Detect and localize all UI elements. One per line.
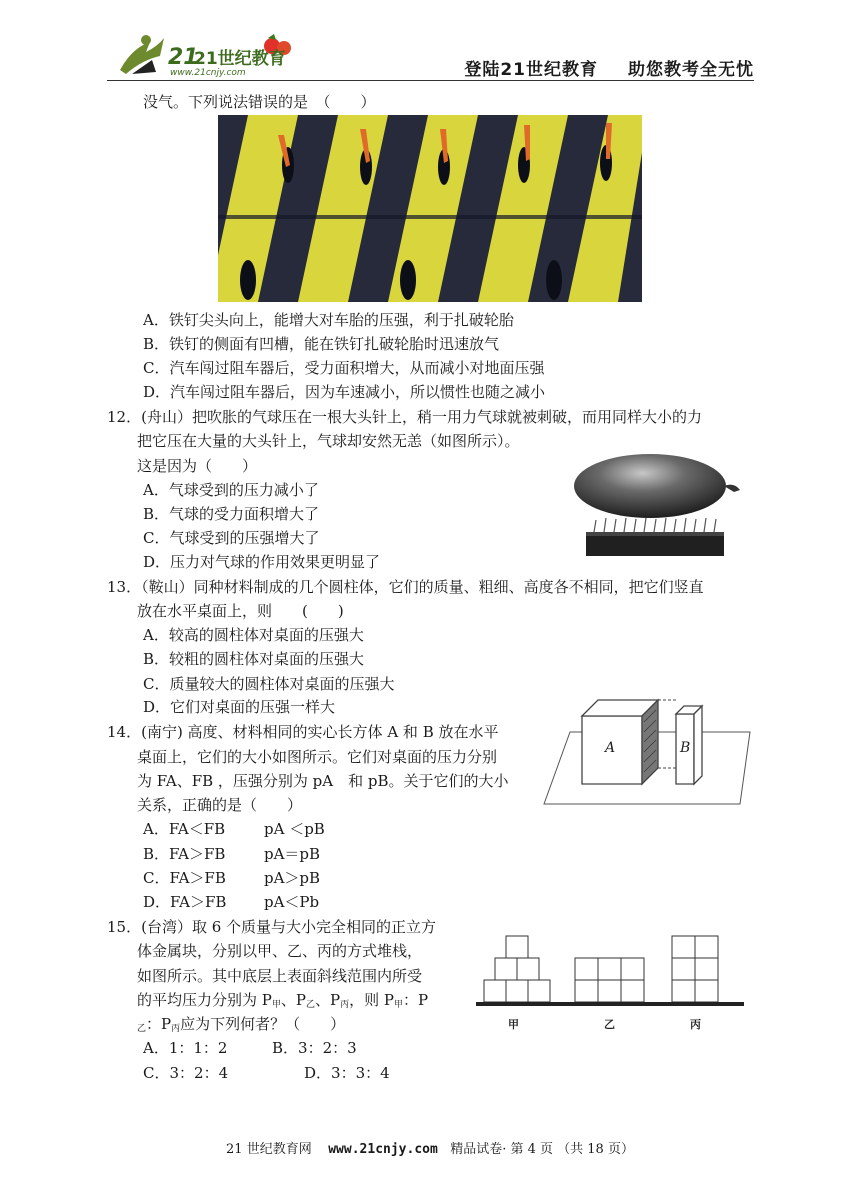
q13-line-1: 13．（鞍山）同种材料制成的几个圆柱体，它们的质量、粗细、高度各不相同，把它们竖直 <box>107 578 704 596</box>
q13-option-c: C．质量较大的圆柱体对桌面的压强大 <box>143 675 395 693</box>
q15-sub-jia: 甲 <box>271 1000 281 1010</box>
q15-label-bing: 丙 <box>690 1018 701 1031</box>
q15-line-5-a: ：P <box>146 1015 172 1033</box>
svg-text:21: 21 <box>168 45 199 70</box>
q14-option-a-pressure: pA ＜pB <box>264 820 325 838</box>
slogan-part-1: 登陆21世纪教育 <box>464 60 598 80</box>
logo <box>112 30 312 80</box>
q14-option-b-pressure: pA＝pB <box>264 845 321 863</box>
q15-label-yi: 乙 <box>604 1018 615 1031</box>
q14-line-3: 为 FA、FB ，压强分别为 pA 和 pB。关于它们的大小 <box>137 772 509 790</box>
q12-line-1: 12．(舟山）把吹胀的气球压在一根大头针上，稍一用力气球就被刺破，而用同样大小的力 <box>107 408 702 426</box>
q11-tire-spike-photo <box>218 115 642 302</box>
q14-label-b: B <box>680 740 691 756</box>
q14-option-d-force: D．FA＞FB <box>143 893 227 911</box>
q15-line-5-b: 应为下列何者？（ ） <box>180 1015 346 1033</box>
q14-option-c-pressure: pA＞pB <box>264 869 321 887</box>
q15-sep-2: 、P <box>315 991 341 1009</box>
header-slogan <box>464 55 754 80</box>
q14-option-a <box>143 819 325 839</box>
q14-blocks-figure <box>540 692 760 810</box>
q15-line-4-c: ：P <box>403 991 429 1009</box>
q15-option-d: D．3：3：4 <box>304 1064 390 1082</box>
q13-option-a: A．较高的圆柱体对桌面的压强大 <box>143 626 364 644</box>
q15-sub-yi: 乙 <box>305 1000 315 1010</box>
q14-label-a: A <box>605 740 616 756</box>
q11-option-a: A．铁钉尖头向上，能增大对车胎的压强，利于扎破轮胎 <box>143 311 514 329</box>
q14-option-d <box>143 892 320 912</box>
q15-line-3: 如图所示。其中底层上表面斜线范围内所受 <box>137 967 423 985</box>
page-footer <box>0 1138 860 1157</box>
q15-line-2: 体金属块，分别以甲、乙、丙的方式堆栈， <box>137 942 423 960</box>
q12-line-2: 把它压在大量的大头针上，气球却安然无恙（如图所示）。 <box>137 432 520 450</box>
q12-option-a: A．气球受到的压力减小了 <box>143 481 319 499</box>
svg-text:www.21cnjy.com: www.21cnjy.com <box>170 68 246 78</box>
q12-line-3: 这是因为（ ） <box>137 457 258 475</box>
q15-sub-yi-2: 乙 <box>137 1024 147 1034</box>
q15-option-b: B．3：2：3 <box>272 1039 357 1057</box>
q15-cubes-figure <box>476 932 746 1040</box>
q15-line-4-text: 的平均压力分别为 P <box>137 991 272 1009</box>
q14-line-4: 关系，正确的是（ ） <box>137 796 303 814</box>
q14-option-d-pressure: pA＜Pb <box>264 893 320 911</box>
q13-line-2: 放在水平桌面上，则 ( ) <box>137 602 344 620</box>
q15-sub-bing-2: 丙 <box>171 1024 181 1034</box>
slogan-part-2: 助您教考全无忧 <box>628 60 754 80</box>
q11-option-c: C．汽车闯过阻车器后，受力面积增大，从而减小对地面压强 <box>143 359 545 377</box>
q15-line-4-b: ，则 P <box>349 991 394 1009</box>
q12-option-d: D．压力对气球的作用效果更明显了 <box>143 553 381 571</box>
q14-line-2: 桌面上，它们的大小如图所示。它们对桌面的压力分别 <box>137 748 498 766</box>
svg-text:21世纪教育: 21世纪教育 <box>194 49 286 69</box>
q12-option-c: C．气球受到的压强增大了 <box>143 529 320 547</box>
q15-sub-jia-2: 甲 <box>393 1000 403 1010</box>
q15-sep-1: 、P <box>280 991 306 1009</box>
q15-options-row-1 <box>143 1038 357 1058</box>
q12-balloon-figure <box>572 452 757 560</box>
q14-option-b <box>143 844 321 864</box>
q15-label-jia: 甲 <box>508 1018 519 1031</box>
q15-line-5 <box>137 1014 345 1039</box>
q11-option-b: B．铁钉的侧面有凹槽，能在铁钉扎破轮胎时迅速放气 <box>143 335 500 353</box>
q12-option-b: B．气球的受力面积增大了 <box>143 505 320 523</box>
q14-option-c <box>143 868 321 888</box>
q13-option-d: D．它们对桌面的压强一样大 <box>143 698 336 716</box>
q14-option-b-force: B．FA＞FB <box>143 845 226 863</box>
header-rule <box>107 80 754 81</box>
q11-tail: 没气。下列说法错误的是 （ ） <box>143 93 376 111</box>
q15-sub-bing: 丙 <box>340 1000 350 1010</box>
q15-options-row-2 <box>143 1063 390 1083</box>
q15-line-4 <box>137 990 428 1015</box>
logo-graphic <box>112 30 312 80</box>
q14-line-1: 14．(南宁) 高度、材料相同的实心长方体 A 和 B 放在水平 <box>107 723 499 741</box>
q14-option-c-force: C．FA＞FB <box>143 869 226 887</box>
q15-line-1: 15．(台湾）取 6 个质量与大小完全相同的正立方 <box>107 918 437 936</box>
q13-option-b: B．较粗的圆柱体对桌面的压强大 <box>143 650 365 668</box>
footer-page-info: 精品试卷· 第 4 页 （共 18 页） <box>450 1142 634 1157</box>
q11-option-d: D．汽车闯过阻车器后，因为车速减小，所以惯性也随之减小 <box>143 383 546 401</box>
q15-option-a: A．1：1：2 <box>143 1039 228 1057</box>
footer-site: 21 世纪教育网 <box>226 1142 312 1157</box>
q15-option-c: C．3：2：4 <box>143 1064 229 1082</box>
q14-option-a-force: A．FA＜FB <box>143 820 226 838</box>
footer-url[interactable]: www.21cnjy.com <box>328 1142 438 1157</box>
